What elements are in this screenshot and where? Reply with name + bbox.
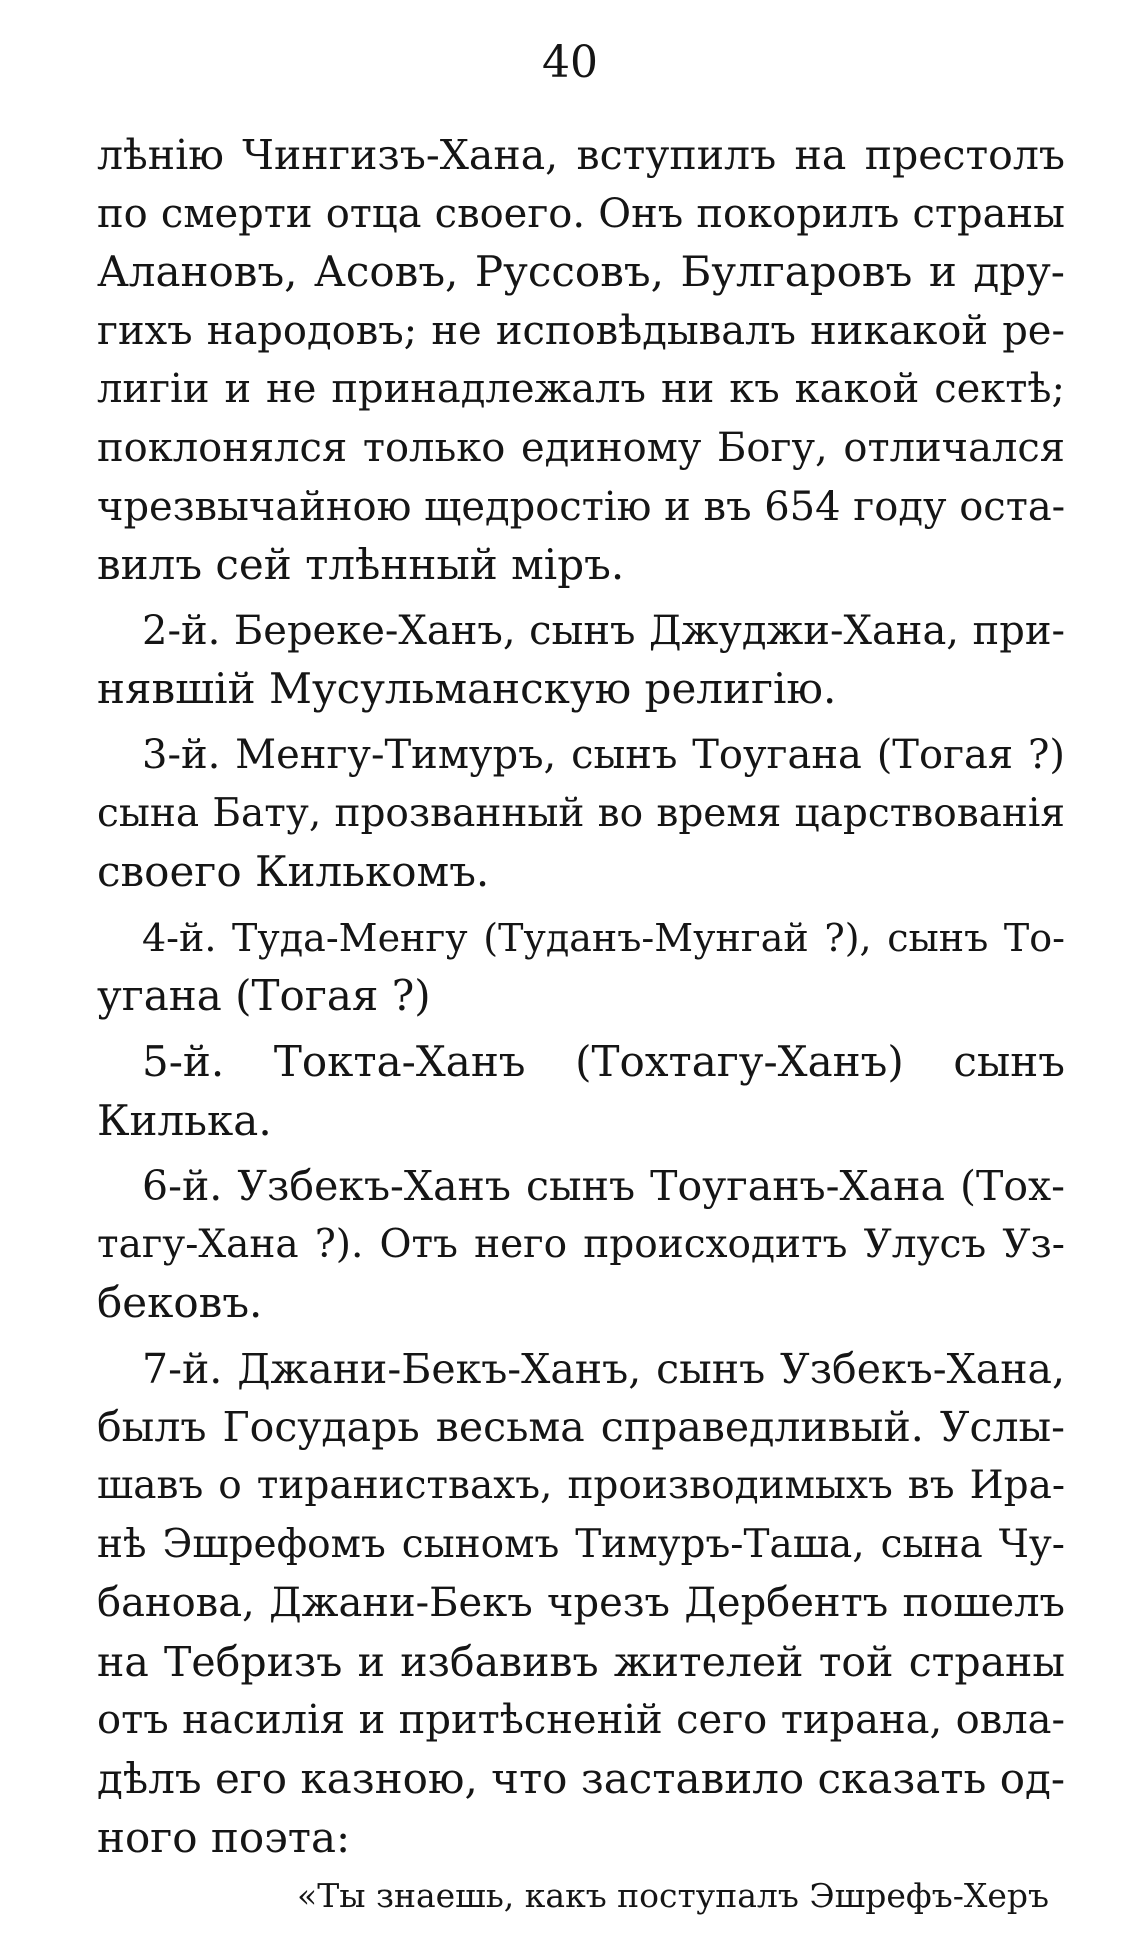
text-line: чрезвычайною щедростію и въ 654 году оста- (97, 483, 1066, 530)
text-line: тагу-Хана ?). Отъ него происходитъ Улусъ Уз- (97, 1221, 1065, 1267)
text-line: банова, Джани-Бекъ чрезъ Дербентъ пошелъ (97, 1580, 1065, 1627)
entry-2-line: 2-й. Береке-Ханъ, сынъ Джуджи-Хана, при- (142, 607, 1065, 654)
text-line: угана (Тогая ?) (97, 971, 431, 1021)
text-line: нявшій Мусульманскую религію. (97, 664, 837, 714)
text-line: Килька. (97, 1095, 272, 1145)
body-text (97, 126, 1065, 1926)
entry-3-line: 3-й. Менгу-Тимуръ, сынъ Тоугана (Тогая ?) (142, 731, 1065, 778)
text-line: вилъ сей тлѣнный міръ. (97, 540, 625, 590)
text-line: гихъ народовъ; не исповѣдывалъ никакой ре- (97, 307, 1065, 354)
entry-5-line: 5-й. Токта-Ханъ (Тохтагу-Ханъ) сынъ (142, 1036, 1065, 1086)
text-line: отъ насилія и притѣсненій сего тирана, овла- (97, 1697, 1065, 1744)
text-line: по смерти отца своего. Онъ покорилъ страны (97, 190, 1065, 237)
text-line: сына Бату, прозванный во время царствованія (97, 790, 1065, 836)
text-line: на Тебризъ и избавивъ жителей той страны (97, 1637, 1065, 1686)
text-line: поклонялся только единому Богу, отличался (97, 424, 1065, 471)
text-line: нѣ Эшрефомъ сыномъ Тимуръ-Таша, сына Чу- (97, 1521, 1065, 1567)
verse-quote-line: «Ты знаешь, какъ поступалъ Эшрефъ-Херъ (297, 1876, 1050, 1916)
page-number: 40 (542, 37, 598, 88)
entry-6-line: 6-й. Узбекъ-Ханъ сынъ Тоуганъ-Хана (Тох- (142, 1162, 1065, 1211)
text-line: Алановъ, Асовъ, Руссовъ, Булгаровъ и дру- (97, 247, 1065, 297)
entry-4-line: 4-й. Туда-Менгу (Туданъ-Мунгай ?), сынъ То- (142, 915, 1065, 960)
text-line: дѣлъ его казною, что заставило сказать од- (97, 1754, 1066, 1804)
text-line: своего Килькомъ. (97, 847, 490, 897)
text-line: бековъ. (97, 1278, 263, 1328)
text-line: лигіи и не принадлежалъ ни къ какой сектѣ; (97, 366, 1065, 413)
text-line: шавъ о тираниствахъ, производимыхъ въ Ира- (97, 1463, 1065, 1509)
entry-7-line: 7-й. Джани-Бекъ-Ханъ, сынъ Узбекъ-Хана, (142, 1344, 1065, 1393)
text-line: лѣнію Чингизъ-Хана, вступилъ на престолъ (97, 131, 1065, 179)
text-line: ного поэта: (97, 1812, 351, 1862)
text-line: былъ Государь весьма справедливый. Услы- (97, 1403, 1065, 1452)
